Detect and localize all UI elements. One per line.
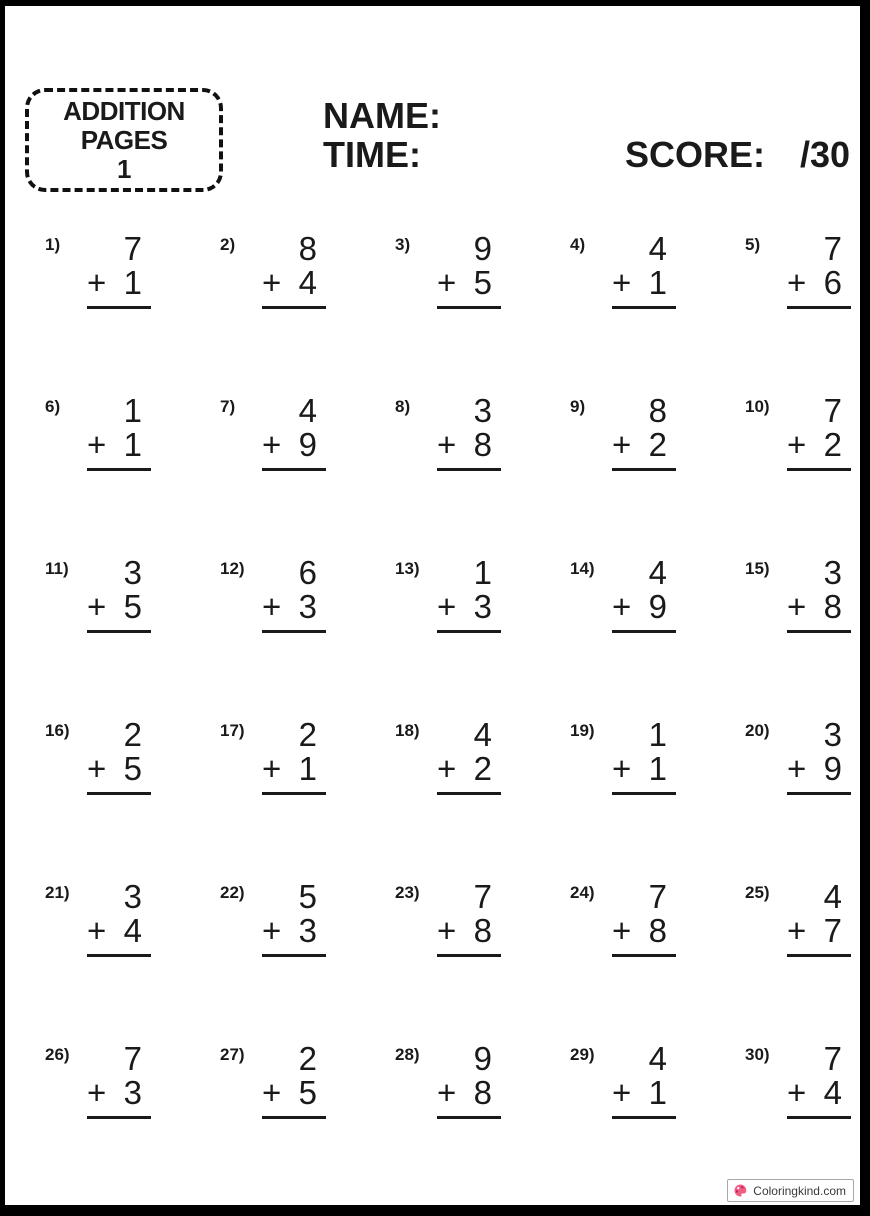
score-label: SCORE: xyxy=(625,134,766,175)
addition-problem xyxy=(745,556,870,630)
problem-number-label: 6) xyxy=(45,397,61,416)
problem-number-label: 5) xyxy=(745,235,761,254)
answer-space xyxy=(612,309,676,331)
problem-number-label: 18) xyxy=(395,721,420,740)
problem-number-label: 15) xyxy=(745,559,770,578)
addition-problem xyxy=(570,232,745,306)
addition-problem xyxy=(395,880,570,954)
addition-problem xyxy=(570,394,745,468)
bottom-addend-row xyxy=(262,428,326,471)
addition-problem xyxy=(395,1042,570,1116)
bottom-addend: 7 xyxy=(823,912,842,949)
bottom-addend-row xyxy=(787,428,851,471)
bottom-addend: 9 xyxy=(298,426,317,463)
bottom-addend-row xyxy=(612,1076,676,1119)
top-addend: 1 xyxy=(123,392,142,429)
problem-body xyxy=(262,556,326,630)
answer-space xyxy=(262,633,326,655)
plus-operator: + xyxy=(787,426,807,463)
top-addend: 6 xyxy=(298,554,317,591)
top-addend: 7 xyxy=(823,392,842,429)
bottom-addend-row xyxy=(437,752,501,795)
answer-space xyxy=(787,471,851,493)
top-addend: 3 xyxy=(123,878,142,915)
bottom-addend-row xyxy=(612,590,676,633)
problem-body xyxy=(612,394,676,468)
top-addend: 7 xyxy=(823,230,842,267)
problem-number-label: 21) xyxy=(45,883,70,902)
bottom-addend-row xyxy=(87,752,151,795)
bottom-addend: 3 xyxy=(298,912,317,949)
plus-operator: + xyxy=(262,588,282,625)
name-label: NAME: xyxy=(323,95,441,136)
problem-body xyxy=(437,394,501,468)
problem-body xyxy=(787,556,851,630)
bottom-addend-row xyxy=(87,590,151,633)
problem-number-label: 1) xyxy=(45,235,61,254)
top-addend: 3 xyxy=(823,554,842,591)
addition-problem xyxy=(395,232,570,306)
answer-space xyxy=(437,795,501,817)
answer-space xyxy=(612,795,676,817)
top-addend: 2 xyxy=(298,716,317,753)
bottom-addend-row xyxy=(437,266,501,309)
top-addend: 7 xyxy=(473,878,492,915)
watermark-text: Coloringkind.com xyxy=(753,1183,846,1198)
answer-space xyxy=(87,633,151,655)
bottom-addend-row xyxy=(262,590,326,633)
bottom-addend: 1 xyxy=(123,426,142,463)
addition-problem xyxy=(45,880,220,954)
coloringkind-logo-icon xyxy=(733,1183,748,1198)
problem-body xyxy=(787,394,851,468)
problem-number-label: 22) xyxy=(220,883,245,902)
problem-number-label: 12) xyxy=(220,559,245,578)
bottom-addend: 2 xyxy=(473,750,492,787)
bottom-addend: 2 xyxy=(648,426,667,463)
bottom-addend: 4 xyxy=(298,264,317,301)
answer-space xyxy=(787,957,851,979)
plus-operator: + xyxy=(262,426,282,463)
answer-space xyxy=(262,309,326,331)
problem-number-label: 17) xyxy=(220,721,245,740)
problem-body xyxy=(262,394,326,468)
addition-problem xyxy=(45,1042,220,1116)
bottom-addend: 3 xyxy=(473,588,492,625)
top-addend: 3 xyxy=(123,554,142,591)
bottom-addend: 5 xyxy=(298,1074,317,1111)
plus-operator: + xyxy=(437,264,457,301)
bottom-addend: 8 xyxy=(648,912,667,949)
bottom-addend: 5 xyxy=(123,588,142,625)
plus-operator: + xyxy=(87,264,107,301)
top-addend: 3 xyxy=(823,716,842,753)
problem-number-label: 13) xyxy=(395,559,420,578)
problem-body xyxy=(612,718,676,792)
plus-operator: + xyxy=(87,750,107,787)
answer-space xyxy=(87,309,151,331)
problem-number-label: 23) xyxy=(395,883,420,902)
top-addend: 8 xyxy=(298,230,317,267)
answer-space xyxy=(87,471,151,493)
problems-grid xyxy=(45,232,870,1116)
bottom-addend-row xyxy=(612,428,676,471)
plus-operator: + xyxy=(437,912,457,949)
plus-operator: + xyxy=(787,264,807,301)
bottom-addend-row xyxy=(787,590,851,633)
top-addend: 4 xyxy=(473,716,492,753)
plus-operator: + xyxy=(437,588,457,625)
problem-number-label: 3) xyxy=(395,235,411,254)
problem-number-label: 19) xyxy=(570,721,595,740)
plus-operator: + xyxy=(262,912,282,949)
plus-operator: + xyxy=(437,1074,457,1111)
problem-body xyxy=(437,232,501,306)
problem-number-label: 2) xyxy=(220,235,236,254)
problem-body xyxy=(612,232,676,306)
bottom-addend: 1 xyxy=(648,264,667,301)
addition-problem xyxy=(220,232,395,306)
problem-body xyxy=(262,1042,326,1116)
plus-operator: + xyxy=(437,750,457,787)
addition-problem xyxy=(220,880,395,954)
problem-body xyxy=(787,232,851,306)
bottom-addend: 5 xyxy=(473,264,492,301)
problem-number-label: 28) xyxy=(395,1045,420,1064)
addition-problem xyxy=(745,394,870,468)
problem-body xyxy=(437,556,501,630)
bottom-addend: 8 xyxy=(473,426,492,463)
plus-operator: + xyxy=(612,426,632,463)
top-addend: 3 xyxy=(473,392,492,429)
addition-problem xyxy=(45,556,220,630)
problem-body xyxy=(787,718,851,792)
answer-space xyxy=(612,471,676,493)
bottom-addend: 1 xyxy=(648,750,667,787)
bottom-addend-row xyxy=(787,752,851,795)
top-addend: 4 xyxy=(298,392,317,429)
addition-problem xyxy=(395,556,570,630)
problem-number-label: 25) xyxy=(745,883,770,902)
bottom-addend: 4 xyxy=(823,1074,842,1111)
plus-operator: + xyxy=(87,1074,107,1111)
bottom-addend-row xyxy=(262,752,326,795)
addition-problem xyxy=(570,718,745,792)
bottom-addend-row xyxy=(612,266,676,309)
top-addend: 7 xyxy=(823,1040,842,1077)
answer-space xyxy=(262,471,326,493)
problem-number-label: 30) xyxy=(745,1045,770,1064)
answer-space xyxy=(787,795,851,817)
problem-body xyxy=(87,232,151,306)
top-addend: 7 xyxy=(648,878,667,915)
bottom-addend-row xyxy=(787,266,851,309)
problem-number-label: 10) xyxy=(745,397,770,416)
score-block xyxy=(625,134,850,176)
bottom-addend-row xyxy=(437,428,501,471)
addition-problem xyxy=(45,232,220,306)
problem-body xyxy=(262,232,326,306)
plus-operator: + xyxy=(437,426,457,463)
problem-number-label: 8) xyxy=(395,397,411,416)
problem-body xyxy=(787,880,851,954)
addition-problem xyxy=(745,232,870,306)
top-addend: 2 xyxy=(123,716,142,753)
addition-problem xyxy=(745,880,870,954)
problem-number-label: 4) xyxy=(570,235,586,254)
problem-number-label: 9) xyxy=(570,397,586,416)
answer-space xyxy=(437,309,501,331)
problem-body xyxy=(87,718,151,792)
answer-space xyxy=(262,1119,326,1141)
bottom-addend: 3 xyxy=(123,1074,142,1111)
answer-space xyxy=(437,1119,501,1141)
addition-problem xyxy=(45,718,220,792)
bottom-addend: 2 xyxy=(823,426,842,463)
answer-space xyxy=(437,633,501,655)
addition-problem xyxy=(220,394,395,468)
answer-space xyxy=(437,957,501,979)
time-label: TIME: xyxy=(323,134,421,175)
problem-number-label: 27) xyxy=(220,1045,245,1064)
problem-body xyxy=(87,1042,151,1116)
problem-body xyxy=(612,1042,676,1116)
problem-number-label: 14) xyxy=(570,559,595,578)
addition-problem xyxy=(220,718,395,792)
plus-operator: + xyxy=(612,912,632,949)
problem-number-label: 16) xyxy=(45,721,70,740)
top-addend: 4 xyxy=(648,230,667,267)
plus-operator: + xyxy=(87,588,107,625)
bottom-addend: 6 xyxy=(823,264,842,301)
answer-space xyxy=(612,957,676,979)
bottom-addend: 5 xyxy=(123,750,142,787)
problem-body xyxy=(262,880,326,954)
top-addend: 9 xyxy=(473,230,492,267)
answer-space xyxy=(87,1119,151,1141)
answer-space xyxy=(262,957,326,979)
bottom-addend: 9 xyxy=(823,750,842,787)
bottom-addend-row xyxy=(87,914,151,957)
bottom-addend-row xyxy=(612,914,676,957)
top-addend: 7 xyxy=(123,1040,142,1077)
top-addend: 5 xyxy=(298,878,317,915)
plus-operator: + xyxy=(787,588,807,625)
addition-problem xyxy=(395,718,570,792)
bottom-addend: 8 xyxy=(473,1074,492,1111)
problem-number-label: 26) xyxy=(45,1045,70,1064)
top-addend: 4 xyxy=(823,878,842,915)
answer-space xyxy=(87,795,151,817)
bottom-addend: 3 xyxy=(298,588,317,625)
bottom-addend: 1 xyxy=(123,264,142,301)
top-addend: 2 xyxy=(298,1040,317,1077)
bottom-addend-row xyxy=(87,266,151,309)
plus-operator: + xyxy=(787,750,807,787)
problem-body xyxy=(262,718,326,792)
problem-number-label: 24) xyxy=(570,883,595,902)
problem-number-label: 11) xyxy=(45,559,69,578)
plus-operator: + xyxy=(612,750,632,787)
answer-space xyxy=(787,633,851,655)
plus-operator: + xyxy=(612,264,632,301)
answer-space xyxy=(262,795,326,817)
problem-body xyxy=(87,394,151,468)
answer-space xyxy=(87,957,151,979)
top-addend: 4 xyxy=(648,554,667,591)
addition-problem xyxy=(45,394,220,468)
score-value: /30 xyxy=(799,134,850,175)
addition-problem xyxy=(745,1042,870,1116)
answer-space xyxy=(787,309,851,331)
addition-problem xyxy=(220,1042,395,1116)
plus-operator: + xyxy=(262,264,282,301)
bottom-addend-row xyxy=(262,266,326,309)
bottom-addend: 1 xyxy=(648,1074,667,1111)
problem-number-label: 20) xyxy=(745,721,770,740)
worksheet-title-box xyxy=(25,88,223,192)
plus-operator: + xyxy=(787,1074,807,1111)
top-addend: 4 xyxy=(648,1040,667,1077)
bottom-addend-row xyxy=(437,590,501,633)
top-addend: 9 xyxy=(473,1040,492,1077)
problem-body xyxy=(787,1042,851,1116)
bottom-addend-row xyxy=(437,1076,501,1119)
title-line-3: 1 xyxy=(117,153,131,184)
addition-problem xyxy=(570,1042,745,1116)
answer-space xyxy=(612,1119,676,1141)
top-addend: 1 xyxy=(473,554,492,591)
problem-number-label: 29) xyxy=(570,1045,595,1064)
answer-space xyxy=(612,633,676,655)
plus-operator: + xyxy=(612,588,632,625)
top-addend: 1 xyxy=(648,716,667,753)
problem-body xyxy=(437,718,501,792)
bottom-addend-row xyxy=(787,914,851,957)
title-line-1: ADDITION xyxy=(63,95,185,126)
bottom-addend-row xyxy=(787,1076,851,1119)
bottom-addend-row xyxy=(87,1076,151,1119)
title-line-2: PAGES xyxy=(80,124,168,155)
plus-operator: + xyxy=(612,1074,632,1111)
name-time-block xyxy=(323,96,441,174)
problem-body xyxy=(87,880,151,954)
problem-body xyxy=(612,880,676,954)
addition-problem xyxy=(745,718,870,792)
plus-operator: + xyxy=(262,750,282,787)
bottom-addend-row xyxy=(437,914,501,957)
answer-space xyxy=(787,1119,851,1141)
bottom-addend: 1 xyxy=(298,750,317,787)
top-addend: 7 xyxy=(123,230,142,267)
plus-operator: + xyxy=(787,912,807,949)
bottom-addend-row xyxy=(612,752,676,795)
bottom-addend-row xyxy=(87,428,151,471)
bottom-addend: 8 xyxy=(823,588,842,625)
plus-operator: + xyxy=(87,912,107,949)
plus-operator: + xyxy=(87,426,107,463)
addition-problem xyxy=(570,880,745,954)
bottom-addend: 4 xyxy=(123,912,142,949)
problem-body xyxy=(437,1042,501,1116)
addition-problem xyxy=(570,556,745,630)
addition-problem xyxy=(395,394,570,468)
problem-body xyxy=(87,556,151,630)
bottom-addend-row xyxy=(262,1076,326,1119)
bottom-addend: 8 xyxy=(473,912,492,949)
problem-number-label: 7) xyxy=(220,397,236,416)
answer-space xyxy=(437,471,501,493)
addition-problem xyxy=(220,556,395,630)
top-addend: 8 xyxy=(648,392,667,429)
bottom-addend-row xyxy=(262,914,326,957)
problem-body xyxy=(437,880,501,954)
watermark-badge xyxy=(727,1179,854,1202)
problem-body xyxy=(612,556,676,630)
bottom-addend: 9 xyxy=(648,588,667,625)
plus-operator: + xyxy=(262,1074,282,1111)
